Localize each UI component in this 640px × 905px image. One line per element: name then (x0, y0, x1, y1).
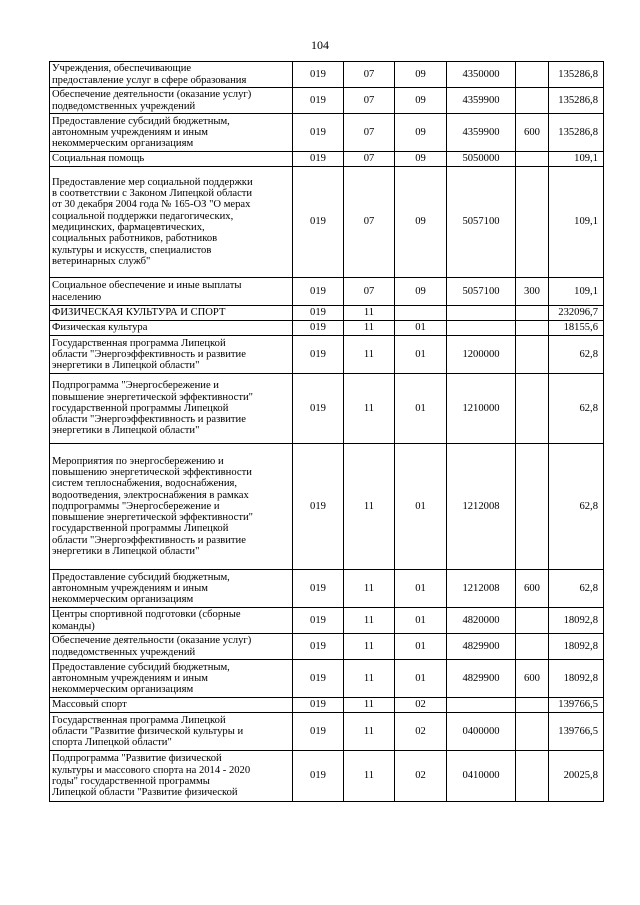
row-name-cell: Предоставление мер социальной поддержки в соответствии с Законом Липецкой области от 30 декабря 2004 года № 165-ОЗ "О мерах социальной поддержки педагогических, медицинских, фармацевтических, социальных работников, работников культуры и искусств, специалистов ветеринарных служб" (50, 167, 293, 278)
row-name-cell: Социальное обеспечение и иные выплаты населению (50, 278, 293, 306)
section-code-cell: 07 (344, 62, 395, 88)
subsection-code-cell: 09 (395, 114, 447, 152)
section-code-cell: 11 (344, 751, 395, 802)
table-row (50, 751, 604, 802)
row-name-cell: Государственная программа Липецкой области "Развитие физической культуры и спорта Липецкой области" (50, 713, 293, 751)
amount-cell: 62,8 (549, 374, 604, 444)
subsection-code-cell: 01 (395, 336, 447, 374)
ministry-code-cell: 019 (293, 634, 344, 660)
subsection-code-cell: 09 (395, 88, 447, 114)
expense-type-cell (516, 698, 549, 713)
table-row (50, 698, 604, 713)
subsection-code-cell: 01 (395, 321, 447, 336)
section-code-cell: 11 (344, 321, 395, 336)
amount-cell: 109,1 (549, 278, 604, 306)
target-article-cell: 4829900 (447, 634, 516, 660)
amount-cell: 232096,7 (549, 306, 604, 321)
target-article-cell: 0410000 (447, 751, 516, 802)
ministry-code-cell: 019 (293, 336, 344, 374)
target-article-cell: 4359900 (447, 88, 516, 114)
section-code-cell: 07 (344, 88, 395, 114)
row-name-cell: Физическая культура (50, 321, 293, 336)
amount-cell: 135286,8 (549, 88, 604, 114)
amount-cell: 135286,8 (549, 114, 604, 152)
subsection-code-cell: 09 (395, 167, 447, 278)
subsection-code-cell: 01 (395, 444, 447, 570)
table-row (50, 444, 604, 570)
expense-type-cell: 300 (516, 278, 549, 306)
expense-type-cell (516, 167, 549, 278)
budget-table-body (50, 62, 604, 802)
expense-type-cell (516, 336, 549, 374)
target-article-cell: 4829900 (447, 660, 516, 698)
subsection-code-cell: 01 (395, 608, 447, 634)
row-name-cell: ФИЗИЧЕСКАЯ КУЛЬТУРА И СПОРТ (50, 306, 293, 321)
expense-type-cell: 600 (516, 570, 549, 608)
section-code-cell: 11 (344, 570, 395, 608)
ministry-code-cell: 019 (293, 444, 344, 570)
section-code-cell: 11 (344, 634, 395, 660)
table-row (50, 713, 604, 751)
expense-type-cell (516, 306, 549, 321)
expense-type-cell (516, 88, 549, 114)
amount-cell: 62,8 (549, 444, 604, 570)
row-name-cell: Обеспечение деятельности (оказание услуг) подведомственных учреждений (50, 88, 293, 114)
table-row (50, 62, 604, 88)
table-row (50, 114, 604, 152)
section-code-cell: 11 (344, 374, 395, 444)
ministry-code-cell: 019 (293, 62, 344, 88)
section-code-cell: 11 (344, 444, 395, 570)
section-code-cell: 07 (344, 152, 395, 167)
target-article-cell: 4820000 (447, 608, 516, 634)
row-name-cell: Подпрограмма "Развитие физической культуры и массового спорта на 2014 - 2020 годы" государственной программы Липецкой области "Развитие физической (50, 751, 293, 802)
ministry-code-cell: 019 (293, 114, 344, 152)
budget-table (49, 61, 604, 802)
target-article-cell: 4359900 (447, 114, 516, 152)
target-article-cell: 1200000 (447, 336, 516, 374)
subsection-code-cell: 01 (395, 570, 447, 608)
expense-type-cell (516, 374, 549, 444)
target-article-cell: 1212008 (447, 570, 516, 608)
expense-type-cell (516, 62, 549, 88)
table-row (50, 660, 604, 698)
table-row (50, 167, 604, 278)
table-row (50, 608, 604, 634)
section-code-cell: 11 (344, 306, 395, 321)
amount-cell: 135286,8 (549, 62, 604, 88)
section-code-cell: 07 (344, 167, 395, 278)
row-name-cell: Государственная программа Липецкой области "Энергоэффективность и развитие энергетики в Липецкой области" (50, 336, 293, 374)
subsection-code-cell: 02 (395, 751, 447, 802)
amount-cell: 18155,6 (549, 321, 604, 336)
target-article-cell: 1210000 (447, 374, 516, 444)
amount-cell: 109,1 (549, 152, 604, 167)
subsection-code-cell: 02 (395, 713, 447, 751)
table-row (50, 634, 604, 660)
row-name-cell: Учреждения, обеспечивающие предоставление услуг в сфере образования (50, 62, 293, 88)
section-code-cell: 11 (344, 698, 395, 713)
expense-type-cell: 600 (516, 114, 549, 152)
row-name-cell: Массовый спорт (50, 698, 293, 713)
target-article-cell: 5057100 (447, 167, 516, 278)
subsection-code-cell (395, 306, 447, 321)
row-name-cell: Мероприятия по энергосбережению и повышению энергетической эффективности систем теплоснабжения, водоснабжения, водоотведения, электроснабжения в рамках подпрограммы "Энергосбережение и повышение энергетической эффективности" государственной программы Липецкой области "Энергоэффективность и развитие энергетики в Липецкой области" (50, 444, 293, 570)
table-row (50, 321, 604, 336)
amount-cell: 20025,8 (549, 751, 604, 802)
table-row (50, 336, 604, 374)
row-name-cell: Предоставление субсидий бюджетным, автономным учреждениям и иным некоммерческим организациям (50, 660, 293, 698)
expense-type-cell (516, 751, 549, 802)
ministry-code-cell: 019 (293, 660, 344, 698)
ministry-code-cell: 019 (293, 751, 344, 802)
expense-type-cell (516, 634, 549, 660)
subsection-code-cell: 01 (395, 660, 447, 698)
ministry-code-cell: 019 (293, 608, 344, 634)
ministry-code-cell: 019 (293, 167, 344, 278)
amount-cell: 139766,5 (549, 713, 604, 751)
subsection-code-cell: 02 (395, 698, 447, 713)
amount-cell: 139766,5 (549, 698, 604, 713)
expense-type-cell (516, 321, 549, 336)
amount-cell: 62,8 (549, 570, 604, 608)
target-article-cell (447, 306, 516, 321)
ministry-code-cell: 019 (293, 88, 344, 114)
row-name-cell: Обеспечение деятельности (оказание услуг) подведомственных учреждений (50, 634, 293, 660)
target-article-cell: 5050000 (447, 152, 516, 167)
section-code-cell: 11 (344, 713, 395, 751)
table-row (50, 88, 604, 114)
expense-type-cell (516, 608, 549, 634)
row-name-cell: Подпрограмма "Энергосбережение и повышение энергетической эффективности" государственной программы Липецкой области "Энергоэффективность и развитие энергетики в Липецкой области" (50, 374, 293, 444)
ministry-code-cell: 019 (293, 306, 344, 321)
table-row (50, 570, 604, 608)
expense-type-cell (516, 713, 549, 751)
page-number: 104 (311, 38, 329, 52)
amount-cell: 18092,8 (549, 634, 604, 660)
section-code-cell: 07 (344, 114, 395, 152)
ministry-code-cell: 019 (293, 713, 344, 751)
section-code-cell: 11 (344, 336, 395, 374)
table-row (50, 374, 604, 444)
row-name-cell: Социальная помощь (50, 152, 293, 167)
ministry-code-cell: 019 (293, 278, 344, 306)
ministry-code-cell: 019 (293, 698, 344, 713)
expense-type-cell: 600 (516, 660, 549, 698)
target-article-cell: 1212008 (447, 444, 516, 570)
target-article-cell: 4350000 (447, 62, 516, 88)
ministry-code-cell: 019 (293, 321, 344, 336)
row-name-cell: Предоставление субсидий бюджетным, автономным учреждениям и иным некоммерческим организациям (50, 570, 293, 608)
table-row (50, 278, 604, 306)
target-article-cell: 0400000 (447, 713, 516, 751)
table-row (50, 152, 604, 167)
expense-type-cell (516, 152, 549, 167)
table-row (50, 306, 604, 321)
expense-type-cell (516, 444, 549, 570)
ministry-code-cell: 019 (293, 152, 344, 167)
subsection-code-cell: 01 (395, 634, 447, 660)
ministry-code-cell: 019 (293, 374, 344, 444)
target-article-cell: 5057100 (447, 278, 516, 306)
subsection-code-cell: 09 (395, 278, 447, 306)
row-name-cell: Центры спортивной подготовки (сборные команды) (50, 608, 293, 634)
amount-cell: 62,8 (549, 336, 604, 374)
target-article-cell (447, 698, 516, 713)
amount-cell: 18092,8 (549, 660, 604, 698)
section-code-cell: 11 (344, 660, 395, 698)
section-code-cell: 11 (344, 608, 395, 634)
subsection-code-cell: 01 (395, 374, 447, 444)
amount-cell: 109,1 (549, 167, 604, 278)
subsection-code-cell: 09 (395, 62, 447, 88)
amount-cell: 18092,8 (549, 608, 604, 634)
subsection-code-cell: 09 (395, 152, 447, 167)
section-code-cell: 07 (344, 278, 395, 306)
row-name-cell: Предоставление субсидий бюджетным, автономным учреждениям и иным некоммерческим организациям (50, 114, 293, 152)
target-article-cell (447, 321, 516, 336)
ministry-code-cell: 019 (293, 570, 344, 608)
